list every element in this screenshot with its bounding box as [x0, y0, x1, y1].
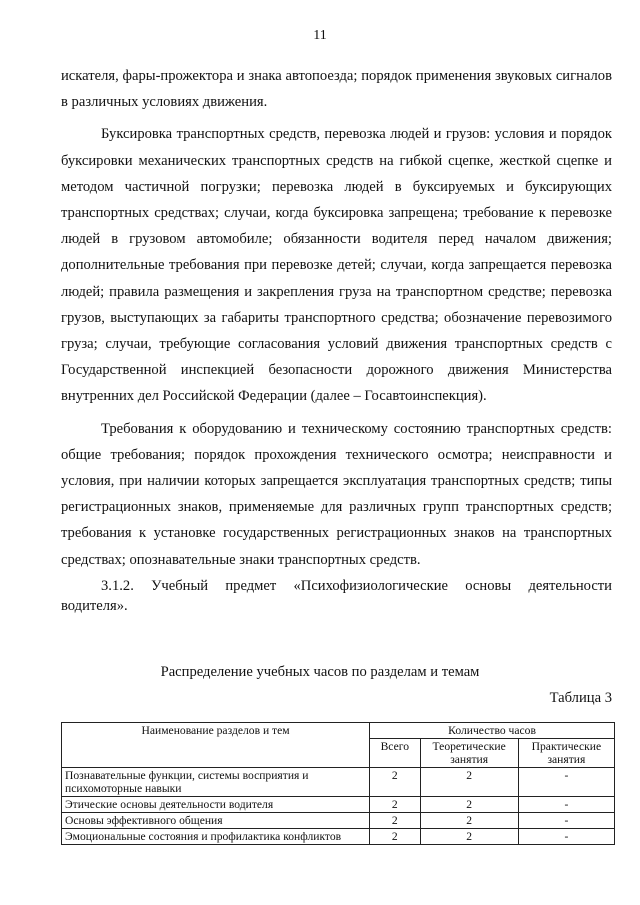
row-total: 2 [370, 797, 420, 813]
header-group: Количество часов [370, 723, 615, 739]
row-total: 2 [370, 813, 420, 829]
row-name: Познавательные функции, системы восприятия и психомоторные навыки [62, 768, 370, 797]
row-name: Основы эффективного общения [62, 813, 370, 829]
paragraph-3: Требования к оборудованию и техническому состоянию транспортных средств: общие требования; порядок прохождения технического осмотра; неисправности и условия, при наличии которых запрещается эксплуатация транспортных средств; типы регистрационных знаков, применяемые для различных групп транспортных средств; требования к установке государственных регистрационных знаков на транспортных средствах; опознавательные знаки транспортных средств. [61, 420, 612, 568]
body-text [61, 63, 612, 616]
paragraph-2: Буксировка транспортных средств, перевозка людей и грузов: условия и порядок буксировки механических транспортных средств на гибкой сцепке, жесткой сцепке и методом частичной погрузки; перевозка людей в буксируемых и буксирующих транспортных средствах; случаи, когда буксировка запрещена; требование к перевозке людей в грузовом автомобиле; обязанности водителя перед началом движения; дополнительные требования при перевозке детей; случаи, когда запрещается перевозка людей; правила размещения и закрепления груза на транспортном средстве; перевозка грузов, выступающих за габариты транспортного средства; обозначение перевозимого груза; случаи, требующие согласования условий движения транспортных средств с Государственной инспекцией безопасности дорожного движения Министерства внутренних дел Российской Федерации (далее – Госавтоинспекция). [61, 126, 612, 405]
header-theory: Теоретические занятия [420, 739, 518, 768]
hours-table [61, 722, 615, 845]
row-theory: 2 [420, 797, 518, 813]
row-name: Этические основы деятельности водителя [62, 797, 370, 813]
header-practice: Практические занятия [518, 739, 614, 768]
table-row [62, 829, 615, 845]
row-theory: 2 [420, 813, 518, 829]
row-total: 2 [370, 829, 420, 845]
row-total: 2 [370, 768, 420, 797]
row-practice: - [518, 768, 614, 797]
table-label: Таблица 3 [549, 690, 612, 706]
row-theory: 2 [420, 768, 518, 797]
header-total: Всего [370, 739, 420, 768]
header-name: Наименование разделов и тем [62, 723, 370, 768]
row-practice: - [518, 813, 614, 829]
table-row [62, 797, 615, 813]
paragraph-1: искателя, фары-прожектора и знака автопоезда; порядок применения звуковых сигналов в различных условиях движения. [61, 68, 612, 111]
table-row [62, 813, 615, 829]
row-theory: 2 [420, 829, 518, 845]
section-title: Распределение учебных часов по разделам и темам [160, 664, 480, 680]
table-row [62, 768, 615, 797]
row-name: Эмоциональные состояния и профилактика конфликтов [62, 829, 370, 845]
page-number: 11 [313, 28, 327, 43]
row-practice: - [518, 797, 614, 813]
row-practice: - [518, 829, 614, 845]
subject-heading: 3.1.2. Учебный предмет «Психофизиологические основы деятельности водителя». [61, 577, 612, 614]
